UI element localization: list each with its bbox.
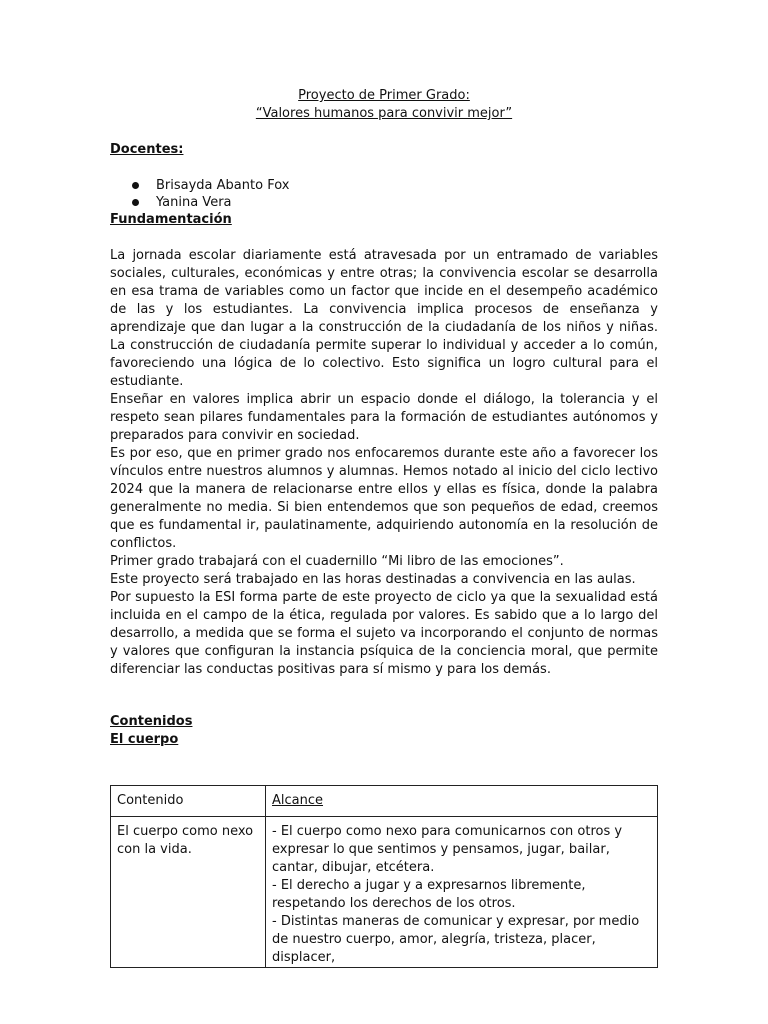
paragraph: La jornada escolar diariamente está atravesada por un entramado de variables sociales, culturales, económicas y entre otras; la convivencia escolar se desarrolla en esa trama de variables como un factor que incide en el desempeño académico de las y los estudiantes. La convivencia implica procesos de enseñanza y aprendizaje que dan lugar a la construcción de la ciudadanía de los niños y niñas. La construcción de ciudadanía permite superar lo individual y acceder a lo común, favoreciendo una lógica de lo colectivo. Esto significa un logro cultural para el estudiante.: [110, 248, 658, 389]
table-header-row: [111, 786, 658, 817]
el-cuerpo-subheading: El cuerpo: [110, 732, 179, 747]
paragraph: Enseñar en valores implica abrir un espacio donde el diálogo, la tolerancia y el respeto sean pilares fundamentales para la formación de estudiantes autónomos y preparados para convivir en sociedad.: [110, 392, 658, 443]
docente-item: [110, 177, 658, 194]
fundamentacion-heading: Fundamentación: [110, 212, 232, 227]
docente-name: Brisayda Abanto Fox: [156, 178, 290, 193]
contenidos-heading: Contenidos: [110, 714, 193, 729]
paragraph: Es por eso, que en primer grado nos enfocaremos durante este año a favorecer los vínculos entre nuestros alumnos y alumnas. Hemos notado al inicio del ciclo lectivo 2024 que la manera de relacionarse entre ellos y ellas es física, donde la palabra generalmente no media. Si bien entendemos que son pequeños de edad, creemos que es fundamental ir, paulatinamente, adquiriendo autonomía en la resolución de conflictos.: [110, 446, 658, 551]
table-row: [111, 817, 658, 968]
alcance-item: - El derecho a jugar y a expresarnos libremente, respetando los derechos de los otros.: [272, 878, 586, 911]
docentes-heading: Docentes:: [110, 142, 184, 157]
header-contenido: Contenido: [111, 786, 266, 817]
title-line-2: “Valores humanos para convivir mejor”: [255, 106, 513, 121]
title-line-1: Proyecto de Primer Grado:: [298, 88, 470, 103]
docente-name: Yanina Vera: [156, 195, 232, 210]
paragraph: Este proyecto será trabajado en las horas destinadas a convivencia en las aulas.: [110, 572, 636, 587]
contenidos-table: [110, 785, 658, 968]
alcance-item: - Distintas maneras de comunicar y expresar, por medio de nuestro cuerpo, amor, alegría, tristeza, placer, displacer,: [272, 914, 640, 965]
bullet-icon: [132, 199, 139, 206]
header-alcance: Alcance: [266, 786, 658, 817]
document-page: [110, 87, 658, 968]
bullet-icon: [132, 182, 139, 189]
docentes-list: [110, 177, 658, 211]
cell-contenido: El cuerpo como nexo con la vida.: [111, 817, 266, 968]
paragraph: Primer grado trabajará con el cuadernillo “Mi libro de las emociones”.: [110, 554, 564, 569]
alcance-item: - El cuerpo como nexo para comunicarnos con otros y expresar lo que sentimos y pensamos, jugar, bailar, cantar, dibujar, etcétera.: [272, 824, 623, 875]
paragraph: Por supuesto la ESI forma parte de este proyecto de ciclo ya que la sexualidad está incluida en el campo de la ética, regulada por valores. Es sabido que a lo largo del desarrollo, a medida que se forma el sujeto va incorporando el conjunto de normas y valores que configuran la instancia psíquica de la conciencia moral, que permite diferenciar las conductas positivas para sí mismo y para los demás.: [110, 590, 658, 677]
cell-alcance: [266, 817, 658, 968]
docente-item: [110, 194, 658, 211]
